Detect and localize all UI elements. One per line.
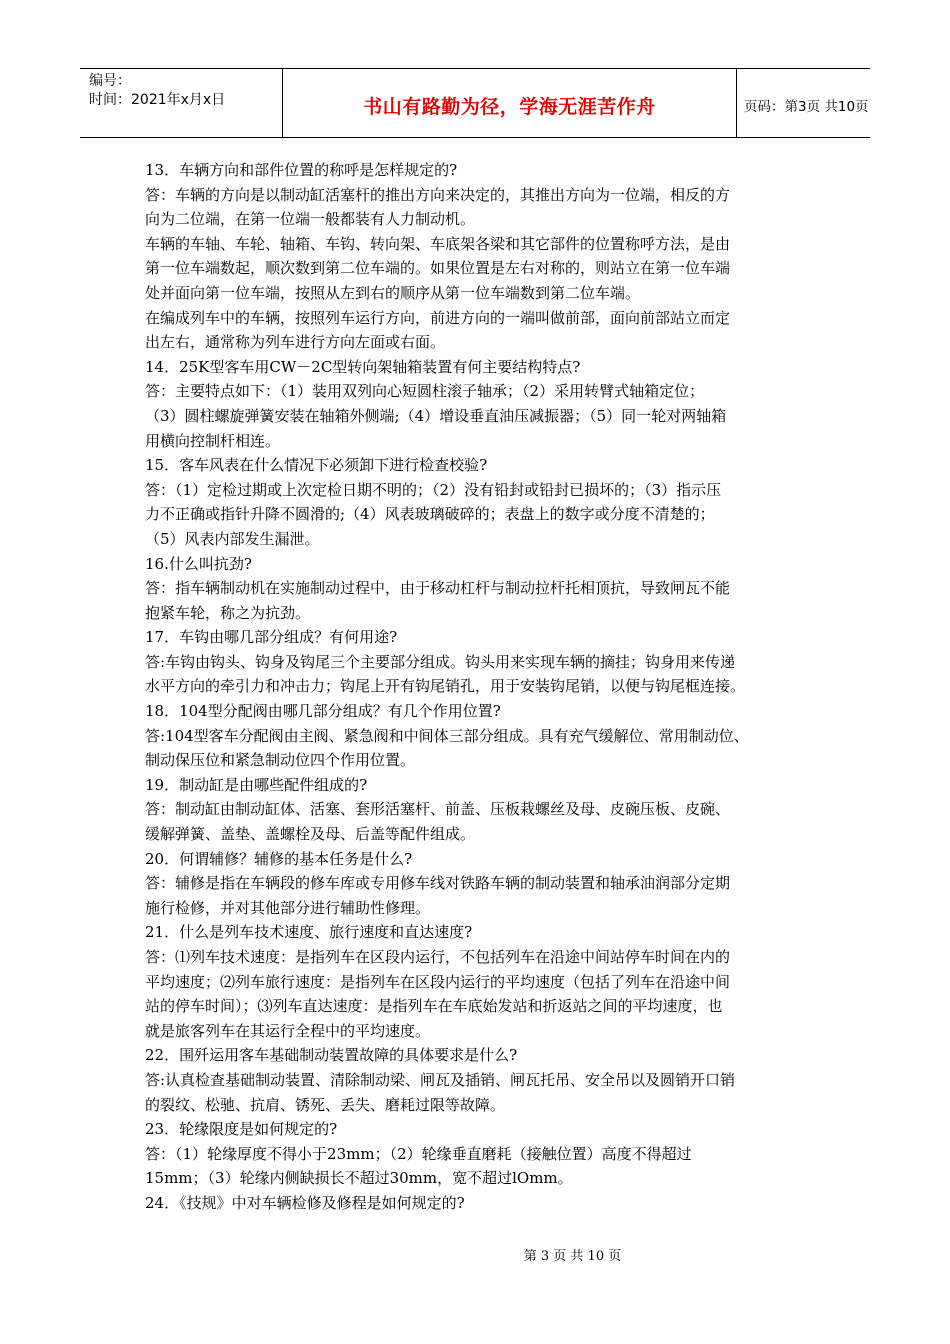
text-line: 13．车辆方向和部件位置的称呼是怎样规定的? <box>145 161 458 179</box>
text-line: 力不正确或指针升降不圆滑的;（4）风表玻璃破碎的；表盘上的数字或分度不清楚的； <box>145 505 715 524</box>
text-line: 向为二位端，在第一位端一般都装有人力制动机。 <box>145 210 476 229</box>
text-line: 车辆的车轴、车轮、轴箱、车钩、转向架、车底架各梁和其它部件的位置称呼方法，是由 <box>145 234 731 253</box>
header-page-label: 页码：第3页 共10页 <box>744 99 869 115</box>
text-line: 出左右，通常称为列车进行方向左面或右面。 <box>145 333 446 352</box>
text-line: 18．104型分配阀由哪几部分组成？有几个作用位置? <box>145 702 501 721</box>
text-line: 24．《技规》中对车辆检修及修程是如何规定的? <box>145 1193 465 1212</box>
text-line: 答：（1）轮缘厚度不得小于23mm；（2）轮缘垂直磨耗（接触位置）高度不得超过 <box>145 1144 692 1163</box>
text-line: 15．客车风表在什么情况下必须卸下进行检查校验? <box>145 456 488 475</box>
text-line: （5）风表内部发生漏泄。 <box>145 529 320 548</box>
text-line: 抱紧车轮，称之为抗劲。 <box>145 603 311 622</box>
header-motto: 书山有路勤为径，学海无涯苦作舟 <box>363 95 656 118</box>
text-line: 15mm；（3）轮缘内侧缺损长不超过30mm，宽不超过lOmm。 <box>145 1169 573 1188</box>
text-line: 站的停车时间）；⑶列车直达速度：是指列车在车底始发站和折返站之间的平均速度，也 <box>145 997 723 1016</box>
text-line: 制动保压位和紧急制动位四个作用位置。 <box>145 751 416 770</box>
text-line: 14．25K型客车用CW－2C型转向架轴箱装置有何主要结构特点? <box>145 357 581 376</box>
text-line: 答：制动缸由制动缸体、活塞、套形活塞杆、前盖、压板栽螺丝及母、皮碗压板、皮碗、 <box>145 800 731 819</box>
footer-page-number: 第 3 页 共 10 页 <box>523 1249 622 1264</box>
document-number-label: 编号： <box>89 73 131 89</box>
text-line: 平均速度；⑵列车旅行速度：是指列车在区段内运行的平均速度（包括了列车在沿途中间 <box>145 972 731 991</box>
text-line: 就是旅客列车在其运行全程中的平均速度。 <box>145 1021 431 1040</box>
text-line: 答：主要特点如下：（1）装用双列向心短圆柱滚子轴承；（2）采用转臂式轴箱定位； <box>145 382 705 401</box>
text-line: 用横向控制杆相连。 <box>145 431 281 450</box>
page-header <box>80 68 870 138</box>
document-date-label: 时间：2021年x月x日 <box>89 92 226 108</box>
text-line: 17．车钩由哪几部分组成？有何用途? <box>145 628 398 647</box>
text-line: 20．何谓辅修？辅修的基本任务是什么? <box>145 849 413 868</box>
text-line: 答：⑴列车技术速度：是指列车在区段内运行，不包括列车在沿途中间站停车时间在内的 <box>145 948 731 966</box>
text-line: 21．什么是列车技术速度、旅行速度和直达速度? <box>145 923 473 942</box>
text-line: 答:104型客车分配阀由主阀、紧急阀和中间体三部分组成。具有充气缓解位、常用制动位、 <box>145 726 749 745</box>
text-line: 在编成列车中的车辆，按照列车运行方向，前进方向的一端叫做前部，面向前部站立而定 <box>145 308 731 327</box>
text-line: 23．轮缘限度是如何规定的? <box>145 1120 338 1139</box>
text-line: 缓解弹簧、盖垫、盖螺栓及母、后盖等配件组成。 <box>145 825 476 844</box>
text-line: 第一位车端数起，顺次数到第二位车端的。如果位置是左右对称的，则站立在第一位车端 <box>145 259 731 278</box>
header-left-cell <box>80 69 282 137</box>
text-line: 的裂纹、松驰、抗肩、锈死、丢失、磨耗过限等故障。 <box>145 1095 506 1114</box>
text-line: 水平方向的牵引力和冲击力；钩尾上开有钩尾销孔，用于安装钩尾销，以便与钩尾框连接。 <box>145 677 746 696</box>
text-line: 答:认真检查基础制动装置、清除制动梁、闸瓦及插销、闸瓦托吊、安全吊以及圆销开口销 <box>145 1070 736 1089</box>
document-body <box>145 158 810 1216</box>
text-line: 16.什么叫抗劲? <box>145 554 252 573</box>
text-line: 处并面向第一位车端，按照从左到右的顺序从第一位车端数到第二位车端。 <box>145 283 641 302</box>
text-line: 答：（1）定检过期或上次定检日期不明的；（2）没有铅封或铅封已损坏的；（3）指示压 <box>145 480 722 499</box>
page-footer <box>0 1245 950 1264</box>
text-line: 答:车钩由钩头、钩身及钩尾三个主要部分组成。钩头用来实现车辆的摘挂；钩身用来传递 <box>145 652 736 671</box>
text-line: 答：指车辆制动机在实施制动过程中，由于移动杠杆与制动拉杆托相顶抗，导致闸瓦不能 <box>145 579 731 598</box>
header-page-cell <box>736 69 870 137</box>
text-line: 22．围歼运用客车基础制动装置故障的具体要求是什么? <box>145 1046 518 1065</box>
text-line: 19．制动缸是由哪些配件组成的? <box>145 775 368 794</box>
header-motto-cell <box>282 69 737 137</box>
text-line: 答：辅修是指在车辆段的修车库或专用修车线对铁路车辆的制动装置和轴承油润部分定期 <box>145 874 731 893</box>
text-line: （3）圆柱螺旋弹簧安装在轴箱外侧端;（4）增设垂直油压减振器；（5）同一轮对两轴箱 <box>145 406 727 425</box>
text-line: 答：车辆的方向是以制动缸活塞杆的推出方向来决定的，其推出方向为一位端，相反的方 <box>145 185 731 204</box>
text-line: 施行检修，并对其他部分进行辅助性修理。 <box>145 898 431 917</box>
